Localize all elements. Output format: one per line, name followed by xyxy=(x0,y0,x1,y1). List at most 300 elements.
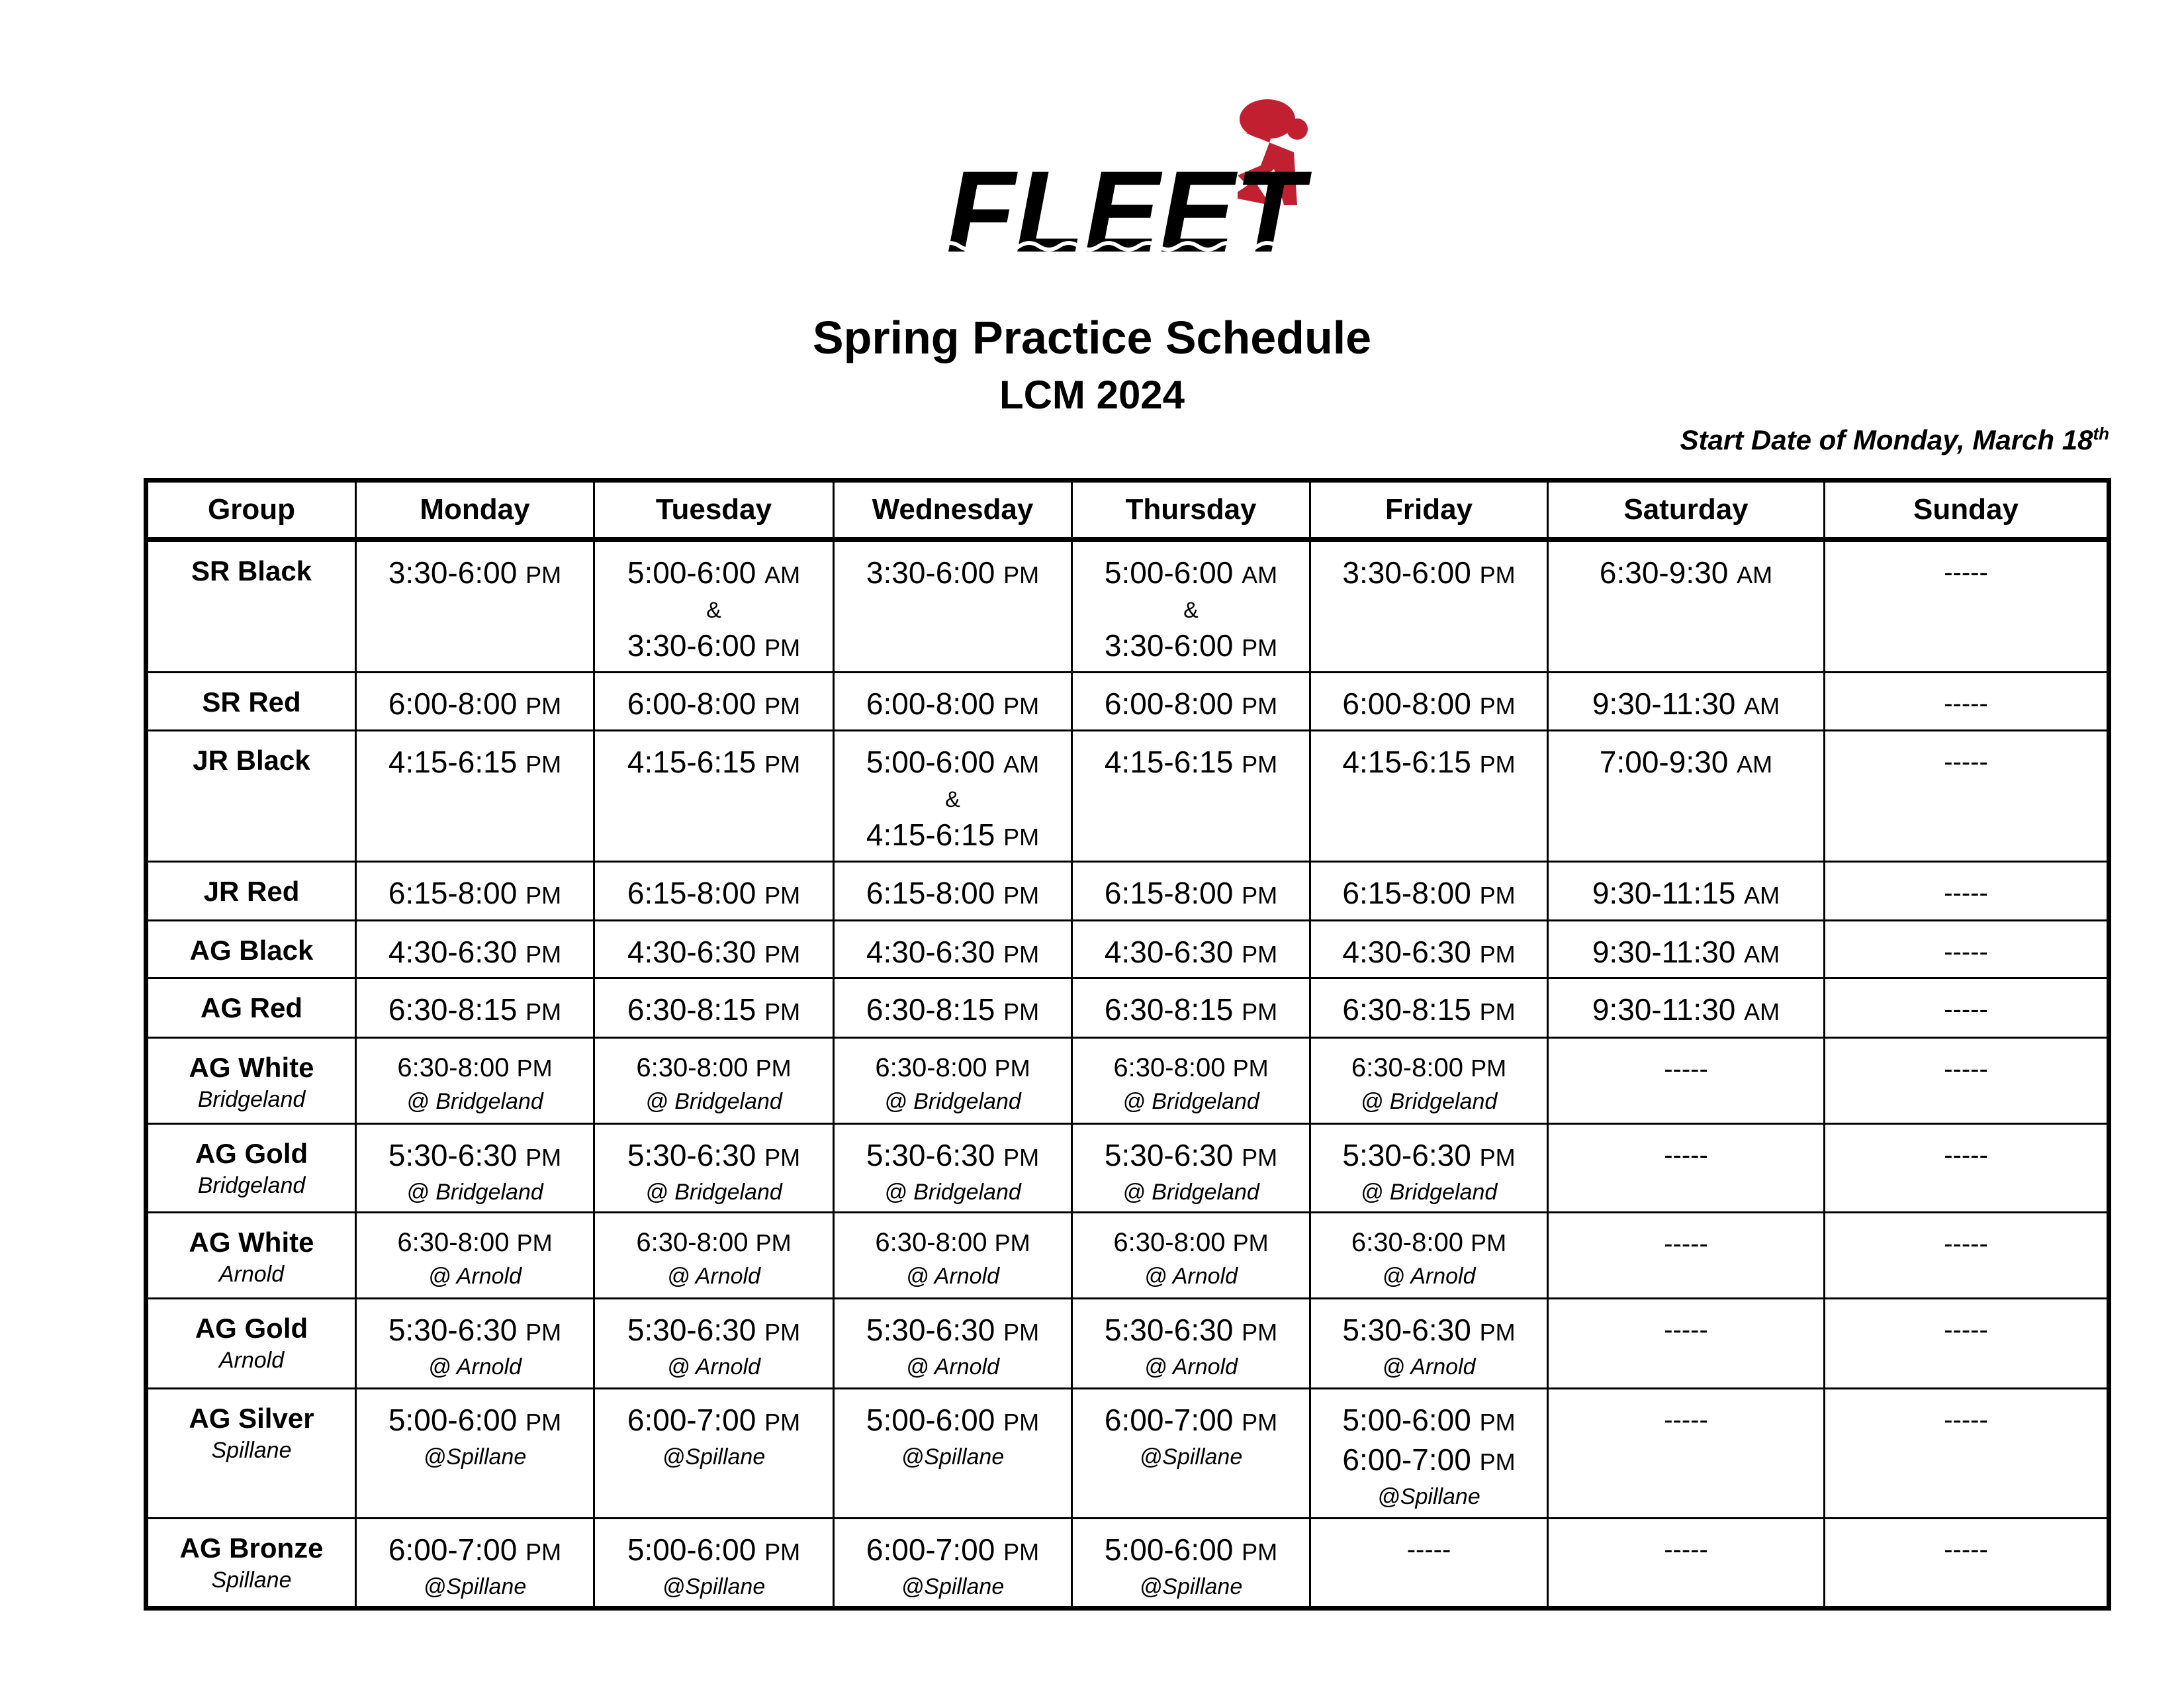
time-range: 6:30-8:00 xyxy=(397,1053,510,1082)
practice-time xyxy=(1311,933,1547,973)
practice-time xyxy=(595,1401,833,1441)
table-row xyxy=(146,1388,2109,1518)
time-range: 6:30-9:30 xyxy=(1599,555,1729,590)
table-row xyxy=(146,1123,2109,1212)
practice-time xyxy=(595,991,833,1031)
schedule-cell xyxy=(1072,1518,1310,1608)
practice-time xyxy=(1073,743,1309,783)
group-cell xyxy=(146,1298,356,1388)
schedule-cell xyxy=(356,1388,594,1518)
meridiem: AM xyxy=(1003,750,1040,778)
column-header: Friday xyxy=(1310,481,1548,540)
time-range: 6:30-8:00 xyxy=(636,1227,749,1257)
schedule-cell xyxy=(356,730,594,861)
group-name: AG Silver xyxy=(189,1402,314,1434)
practice-time xyxy=(595,1225,833,1260)
table-row xyxy=(146,730,2109,861)
practice-location: @Spillane xyxy=(1139,1573,1243,1599)
practice-time xyxy=(835,1311,1071,1351)
time-range: 3:30-6:00 xyxy=(1342,555,1471,590)
meridiem: PM xyxy=(1479,561,1516,588)
practice-time xyxy=(1073,685,1309,725)
practice-time xyxy=(835,991,1071,1031)
column-header: Monday xyxy=(356,481,594,540)
group-name: AG Gold xyxy=(195,1312,308,1344)
time-range: 6:15-8:00 xyxy=(388,875,518,910)
practice-location: @Spillane xyxy=(423,1573,527,1599)
schedule-cell xyxy=(594,1298,834,1388)
schedule-cell xyxy=(1310,539,1548,672)
no-practice: ----- xyxy=(1944,1315,1988,1344)
practice-time xyxy=(357,554,593,594)
group-cell xyxy=(146,920,356,978)
time-range: 5:30-6:30 xyxy=(866,1137,995,1172)
table-row xyxy=(146,1518,2109,1608)
practice-time xyxy=(1311,1401,1547,1441)
group-name: SR Red xyxy=(202,686,301,718)
group-cell xyxy=(146,1123,356,1212)
practice-time xyxy=(835,554,1071,594)
meridiem: PM xyxy=(1003,692,1040,720)
practice-time xyxy=(595,554,833,594)
time-range: 6:30-8:00 xyxy=(397,1227,510,1257)
svg-text:FLEET: FLEET xyxy=(946,148,1312,277)
practice-time xyxy=(595,1531,833,1571)
meridiem: PM xyxy=(764,750,801,778)
schedule-cell xyxy=(1310,920,1548,978)
practice-time xyxy=(835,816,1071,856)
time-range: 6:30-8:00 xyxy=(875,1227,987,1257)
time-range: 6:15-8:00 xyxy=(1342,875,1471,910)
meridiem: PM xyxy=(525,998,562,1025)
schedule-cell xyxy=(356,920,594,978)
column-header: Wednesday xyxy=(834,481,1072,540)
meridiem: PM xyxy=(1479,998,1516,1025)
time-range: 5:00-6:00 xyxy=(1342,1402,1471,1437)
schedule-cell xyxy=(1825,672,2109,730)
schedule-cell xyxy=(834,672,1072,730)
table-row xyxy=(146,920,2109,978)
practice-time xyxy=(1073,1311,1309,1351)
schedule-cell xyxy=(356,1518,594,1608)
schedule-cell xyxy=(1548,539,1825,672)
group-cell xyxy=(146,1212,356,1298)
meridiem: PM xyxy=(994,1054,1030,1082)
table-row xyxy=(146,861,2109,920)
schedule-cell xyxy=(834,1037,1072,1123)
practice-location: @ Arnold xyxy=(906,1263,999,1289)
time-range: 6:30-8:00 xyxy=(1113,1227,1226,1257)
group-location: Bridgeland xyxy=(197,1172,306,1198)
schedule-cell xyxy=(1825,1123,2109,1212)
meridiem: PM xyxy=(755,1229,792,1256)
time-range: 4:15-6:15 xyxy=(866,817,995,852)
schedule-cell xyxy=(1825,978,2109,1037)
meridiem: PM xyxy=(1479,1448,1516,1476)
schedule-cell xyxy=(1825,730,2109,861)
schedule-cell xyxy=(1548,672,1825,730)
no-practice: ----- xyxy=(1664,1140,1708,1170)
time-range: 5:30-6:30 xyxy=(1342,1137,1471,1172)
practice-time xyxy=(1549,874,1823,914)
time-range: 5:00-6:00 xyxy=(866,1402,995,1437)
practice-location: @ Bridgeland xyxy=(645,1088,782,1114)
meridiem: PM xyxy=(1003,998,1040,1025)
practice-time xyxy=(357,1531,593,1571)
practice-location: @ Bridgeland xyxy=(645,1179,782,1205)
no-practice: ----- xyxy=(1944,558,1988,587)
meridiem: PM xyxy=(764,881,801,909)
practice-location: @ Bridgeland xyxy=(406,1088,543,1114)
start-date-suffix: th xyxy=(2093,424,2109,444)
practice-time xyxy=(835,1137,1071,1176)
schedule-cell xyxy=(1072,539,1310,672)
time-range: 6:00-8:00 xyxy=(388,686,518,721)
schedule-cell xyxy=(1310,1212,1548,1298)
practice-time xyxy=(1073,933,1309,973)
schedule-cell xyxy=(834,1123,1072,1212)
practice-time xyxy=(1073,991,1309,1031)
time-range: 5:30-6:30 xyxy=(866,1312,995,1347)
practice-time xyxy=(1311,991,1547,1031)
practice-time xyxy=(1073,874,1309,914)
no-practice: ----- xyxy=(1944,878,1988,908)
schedule-cell xyxy=(356,1123,594,1212)
table-row xyxy=(146,1212,2109,1298)
practice-time xyxy=(595,1051,833,1086)
meridiem: PM xyxy=(1003,881,1040,909)
schedule-cell xyxy=(834,978,1072,1037)
practice-time xyxy=(1311,874,1547,914)
no-practice: ----- xyxy=(1406,1534,1451,1564)
schedule-cell xyxy=(1548,920,1825,978)
meridiem: PM xyxy=(1003,1408,1040,1436)
schedule-cell xyxy=(834,1212,1072,1298)
practice-time xyxy=(1311,1137,1547,1176)
no-practice: ----- xyxy=(1664,1534,1708,1564)
time-range: 4:15-6:15 xyxy=(1342,744,1471,779)
group-location: Spillane xyxy=(211,1567,292,1593)
time-range: 9:30-11:30 xyxy=(1592,934,1736,969)
practice-time xyxy=(1311,743,1547,783)
time-range: 5:00-6:00 xyxy=(1104,1532,1234,1567)
meridiem: PM xyxy=(1479,881,1516,909)
practice-time xyxy=(1549,743,1823,783)
schedule-cell xyxy=(834,1518,1072,1608)
meridiem: PM xyxy=(1242,881,1278,909)
practice-time xyxy=(595,1137,833,1176)
group-cell xyxy=(146,1388,356,1518)
meridiem: PM xyxy=(1003,940,1040,968)
time-range: 6:00-7:00 xyxy=(1104,1402,1234,1437)
meridiem: PM xyxy=(764,1408,801,1436)
practice-location: @Spillane xyxy=(1377,1483,1480,1509)
schedule-cell xyxy=(1825,539,2109,672)
practice-time xyxy=(357,933,593,973)
schedule-cell xyxy=(1072,672,1310,730)
time-range: 6:30-8:00 xyxy=(1351,1053,1463,1082)
time-range: 5:00-6:00 xyxy=(1104,555,1234,590)
meridiem: PM xyxy=(525,750,562,778)
column-header: Tuesday xyxy=(594,481,834,540)
time-range: 5:00-6:00 xyxy=(866,744,995,779)
practice-time xyxy=(1311,1311,1547,1351)
meridiem: PM xyxy=(1479,750,1516,778)
practice-location: @Spillane xyxy=(662,1444,766,1470)
meridiem: PM xyxy=(525,940,562,968)
schedule-cell xyxy=(1825,1212,2109,1298)
schedule-cell xyxy=(594,730,834,861)
schedule-cell xyxy=(356,1212,594,1298)
table-row xyxy=(146,539,2109,672)
practice-time xyxy=(1073,1051,1309,1086)
schedule-cell xyxy=(594,1037,834,1123)
no-practice: ----- xyxy=(1664,1054,1708,1084)
no-practice: ----- xyxy=(1664,1229,1708,1258)
practice-time xyxy=(1311,1225,1547,1260)
schedule-cell xyxy=(356,978,594,1037)
page-subtitle: LCM 2024 xyxy=(999,373,1185,417)
time-range: 6:30-8:15 xyxy=(866,992,995,1027)
column-header: Group xyxy=(146,481,356,540)
time-range: 6:30-8:15 xyxy=(388,992,518,1027)
time-range: 6:30-8:00 xyxy=(1113,1053,1226,1082)
time-range: 4:15-6:15 xyxy=(627,744,756,779)
time-range: 3:30-6:00 xyxy=(1104,628,1234,663)
schedule-cell xyxy=(1310,978,1548,1037)
time-range: 3:30-6:00 xyxy=(388,555,518,590)
meridiem: PM xyxy=(1242,692,1278,720)
time-range: 6:00-8:00 xyxy=(1342,686,1471,721)
fleet-logo xyxy=(927,93,1324,278)
schedule-cell xyxy=(1548,1388,1825,1518)
practice-time xyxy=(357,991,593,1031)
schedule-cell xyxy=(1548,978,1825,1037)
schedule-cell xyxy=(1825,1298,2109,1388)
time-range: 3:30-6:00 xyxy=(866,555,995,590)
meridiem: PM xyxy=(1242,1538,1278,1566)
table-row xyxy=(146,1298,2109,1388)
time-range: 6:15-8:00 xyxy=(1104,875,1234,910)
time-range: 5:30-6:30 xyxy=(1104,1137,1234,1172)
schedule-cell xyxy=(1548,1298,1825,1388)
schedule-cell xyxy=(1072,861,1310,920)
schedule-cell xyxy=(1548,730,1825,861)
start-date-text: Start Date of Monday, March 18 xyxy=(1680,424,2093,455)
group-name: AG Bronze xyxy=(179,1532,324,1564)
schedule-cell xyxy=(1072,920,1310,978)
meridiem: PM xyxy=(516,1054,553,1082)
meridiem: AM xyxy=(1242,561,1278,588)
practice-location: @ Arnold xyxy=(1144,1263,1238,1289)
table-row xyxy=(146,672,2109,730)
schedule-cell xyxy=(1548,1212,1825,1298)
schedule-cell xyxy=(594,1518,834,1608)
table-row xyxy=(146,978,2109,1037)
meridiem: AM xyxy=(1737,750,1773,778)
practice-time xyxy=(1549,991,1823,1031)
practice-time xyxy=(1549,933,1823,973)
meridiem: PM xyxy=(1471,1054,1507,1082)
meridiem: PM xyxy=(1479,1318,1516,1346)
meridiem: PM xyxy=(525,561,562,588)
practice-time xyxy=(357,874,593,914)
no-practice: ----- xyxy=(1944,1229,1988,1258)
practice-time xyxy=(595,743,833,783)
schedule-cell xyxy=(1310,672,1548,730)
time-range: 4:30-6:30 xyxy=(1342,934,1471,969)
group-cell xyxy=(146,672,356,730)
practice-time xyxy=(835,933,1071,973)
page-title: Spring Practice Schedule xyxy=(812,312,1372,363)
no-practice: ----- xyxy=(1944,1534,1988,1564)
schedule-cell xyxy=(1310,1123,1548,1212)
group-name: AG White xyxy=(189,1226,314,1258)
practice-time xyxy=(835,743,1071,783)
group-location: Bridgeland xyxy=(197,1086,306,1112)
group-name: AG Gold xyxy=(195,1137,308,1169)
practice-time xyxy=(1073,627,1309,667)
start-date xyxy=(1680,424,2109,456)
meridiem: AM xyxy=(1737,561,1773,588)
practice-location: @ Bridgeland xyxy=(1122,1179,1259,1205)
schedule-cell xyxy=(594,978,834,1037)
practice-location: @ Arnold xyxy=(1144,1354,1238,1380)
practice-time xyxy=(595,933,833,973)
schedule-cell xyxy=(1825,920,2109,978)
time-range: 4:30-6:30 xyxy=(627,934,756,969)
practice-time xyxy=(595,685,833,725)
schedule-cell xyxy=(594,1388,834,1518)
time-range: 5:30-6:30 xyxy=(388,1312,518,1347)
group-location: Arnold xyxy=(218,1261,285,1287)
practice-time xyxy=(1073,1225,1309,1260)
time-range: 6:30-8:15 xyxy=(1342,992,1471,1027)
practice-location: @ Arnold xyxy=(428,1354,522,1380)
meridiem: PM xyxy=(1242,634,1278,661)
meridiem: PM xyxy=(525,1318,562,1346)
practice-time xyxy=(835,685,1071,725)
time-range: 6:00-7:00 xyxy=(388,1532,518,1567)
meridiem: PM xyxy=(1242,940,1278,968)
schedule-cell xyxy=(594,861,834,920)
practice-time xyxy=(1311,685,1547,725)
meridiem: PM xyxy=(764,1143,801,1171)
practice-time xyxy=(357,1225,593,1260)
practice-time xyxy=(835,874,1071,914)
meridiem: PM xyxy=(1242,1318,1278,1346)
meridiem: PM xyxy=(1003,561,1040,588)
schedule-cell xyxy=(834,1388,1072,1518)
schedule-cell xyxy=(834,539,1072,672)
meridiem: PM xyxy=(764,634,801,661)
schedule-cell xyxy=(1825,1518,2109,1608)
practice-time xyxy=(835,1531,1071,1571)
practice-time xyxy=(1073,1401,1309,1441)
practice-time xyxy=(1073,1137,1309,1176)
no-practice: ----- xyxy=(1944,937,1988,966)
meridiem: PM xyxy=(525,1538,562,1566)
practice-time xyxy=(357,1401,593,1441)
practice-time xyxy=(357,1311,593,1351)
time-range: 5:30-6:30 xyxy=(1342,1312,1471,1347)
time-range: 6:30-8:15 xyxy=(1104,992,1234,1027)
practice-location: @Spillane xyxy=(1139,1444,1243,1470)
group-name: JR Black xyxy=(193,744,310,776)
time-range: 5:30-6:30 xyxy=(388,1137,518,1172)
ampersand: & xyxy=(1183,598,1199,623)
meridiem: PM xyxy=(1479,1143,1516,1171)
schedule-cell xyxy=(834,1298,1072,1388)
practice-location: @Spillane xyxy=(901,1444,1005,1470)
schedule-cell xyxy=(1310,1298,1548,1388)
meridiem: PM xyxy=(764,692,801,720)
schedule-cell xyxy=(1072,1212,1310,1298)
time-range: 5:30-6:30 xyxy=(1104,1312,1234,1347)
practice-time xyxy=(1549,554,1823,594)
meridiem: PM xyxy=(1003,1538,1040,1566)
time-range: 6:00-7:00 xyxy=(627,1402,756,1437)
practice-location: @Spillane xyxy=(662,1573,766,1599)
schedule-cell xyxy=(834,861,1072,920)
time-range: 5:00-6:00 xyxy=(627,555,756,590)
practice-time xyxy=(595,874,833,914)
schedule-cell xyxy=(1548,1123,1825,1212)
table-row xyxy=(146,1037,2109,1123)
ampersand: & xyxy=(945,786,960,812)
schedule-cell xyxy=(594,920,834,978)
practice-location: @ Arnold xyxy=(1382,1263,1476,1289)
schedule-cell xyxy=(1072,1123,1310,1212)
time-range: 4:30-6:30 xyxy=(866,934,995,969)
schedule-cell xyxy=(1548,861,1825,920)
schedule-cell xyxy=(834,920,1072,978)
schedule-cell xyxy=(594,1123,834,1212)
meridiem: PM xyxy=(1471,1229,1507,1256)
time-range: 3:30-6:00 xyxy=(627,628,756,663)
no-practice: ----- xyxy=(1944,994,1988,1024)
group-location: Arnold xyxy=(218,1347,285,1373)
meridiem: PM xyxy=(1242,1408,1278,1436)
schedule-cell xyxy=(356,861,594,920)
practice-location: @ Arnold xyxy=(667,1263,760,1289)
time-range: 6:15-8:00 xyxy=(866,875,995,910)
meridiem: PM xyxy=(1242,998,1278,1025)
meridiem: PM xyxy=(1003,823,1040,851)
meridiem: PM xyxy=(1479,692,1516,720)
schedule-cell xyxy=(1825,1388,2109,1518)
group-name: AG White xyxy=(189,1051,314,1083)
time-range: 4:15-6:15 xyxy=(1104,744,1234,779)
schedule-cell xyxy=(1548,1518,1825,1608)
schedule-table xyxy=(144,478,2111,1611)
practice-location: @ Bridgeland xyxy=(884,1179,1021,1205)
meridiem: PM xyxy=(1232,1054,1269,1082)
practice-location: @ Bridgeland xyxy=(1122,1088,1259,1114)
meridiem: PM xyxy=(1003,1318,1040,1346)
schedule-cell xyxy=(594,1212,834,1298)
group-cell xyxy=(146,539,356,672)
group-name: SR Black xyxy=(191,555,312,586)
meridiem: AM xyxy=(1744,692,1780,720)
time-range: 4:30-6:30 xyxy=(388,934,518,969)
schedule-cell xyxy=(1072,730,1310,861)
meridiem: PM xyxy=(1242,1143,1278,1171)
schedule-cell xyxy=(356,539,594,672)
time-range: 5:30-6:30 xyxy=(627,1312,756,1347)
practice-time xyxy=(835,1225,1071,1260)
ampersand: & xyxy=(706,598,721,623)
